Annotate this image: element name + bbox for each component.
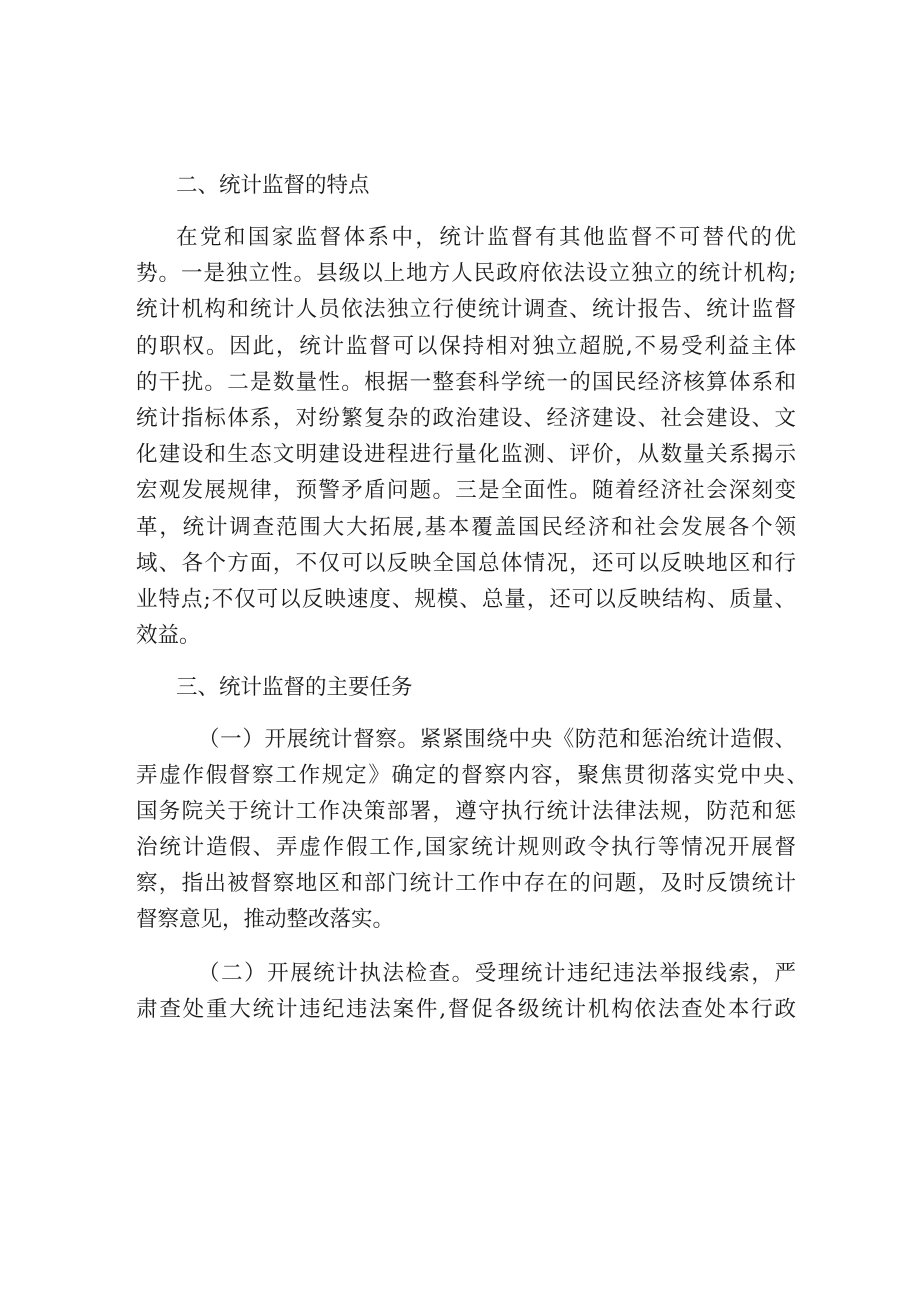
paragraph-line: 督察意见，推动整改落实。 <box>136 907 395 932</box>
paragraph-line: 效益。 <box>136 623 201 648</box>
paragraph-line: 革，统计调查范围大大拓展,基本覆盖国民经济和社会发展各个领 <box>136 515 796 540</box>
section-heading: 三、统计监督的主要任务 <box>176 675 413 700</box>
paragraph-line: 业特点;不仅可以反映速度、规模、总量，还可以反映结构、质量、 <box>136 587 796 612</box>
paragraph-line: 势。一是独立性。县级以上地方人民政府依法设立独立的统计机构; <box>136 261 796 286</box>
paragraph-line: 在党和国家监督体系中，统计监督有其他监督不可替代的优 <box>176 225 796 250</box>
paragraph-line: 统计指标体系，对纷繁复杂的政治建设、经济建设、社会建设、文 <box>136 406 796 431</box>
section-heading: 二、统计监督的特点 <box>176 173 370 198</box>
paragraph-line: （二）开展统计执法检查。受理统计违纪违法举报线索，严 <box>198 961 796 986</box>
paragraph-line: 治统计造假、弄虚作假工作,国家统计规则政令执行等情况开展督 <box>136 835 796 860</box>
paragraph-line: 统计机构和统计人员依法独立行使统计调查、统计报告、统计监督 <box>136 297 796 322</box>
paragraph-line: （一）开展统计督察。紧紧围绕中央《防范和惩治统计造假、 <box>198 727 796 752</box>
paragraph-line: 宏观发展规律，预警矛盾问题。三是全面性。随着经济社会深刻变 <box>136 478 796 503</box>
paragraph-line: 的职权。因此，统计监督可以保持相对独立超脱,不易受利益主体 <box>136 334 796 359</box>
paragraph-line: 化建设和生态文明建设进程进行量化监测、评价，从数量关系揭示 <box>136 442 796 467</box>
paragraph-line: 弄虚作假督察工作规定》确定的督察内容，聚焦贯彻落实党中央、 <box>136 763 808 788</box>
paragraph-line: 察，指出被督察地区和部门统计工作中存在的问题，及时反馈统计 <box>136 871 796 896</box>
paragraph-line: 的干扰。二是数量性。根据一整套科学统一的国民经济核算体系和 <box>136 370 796 395</box>
paragraph-line: 国务院关于统计工作决策部署，遵守执行统计法律法规，防范和惩 <box>136 799 796 824</box>
paragraph-line: 域、各个方面，不仅可以反映全国总体情况，还可以反映地区和行 <box>136 551 796 576</box>
paragraph-line: 肃查处重大统计违纪违法案件,督促各级统计机构依法查处本行政 <box>136 997 796 1022</box>
